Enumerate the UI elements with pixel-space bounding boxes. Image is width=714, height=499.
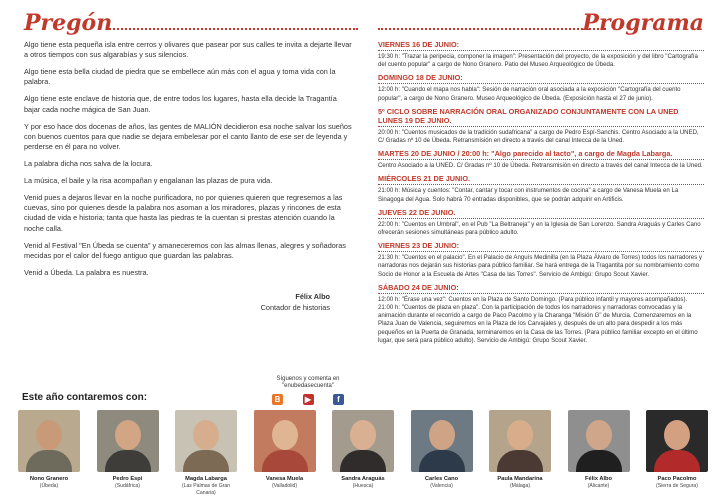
performer-photo [489, 410, 551, 472]
event-date: JUEVES 22 DE JUNIO. [378, 208, 704, 219]
social-text: Síguenos y comenta en "enubedasecuenta" [276, 376, 340, 389]
performer-name: Paula Mandarina [497, 476, 543, 482]
event-item [378, 241, 704, 279]
event-date: VIERNES 16 DE JUNIO: [378, 40, 704, 51]
performer-place: (Sierra de Segura) [656, 483, 698, 489]
social-icons [268, 394, 348, 405]
event-description: Centro Asociado a la UNED. C/ Gradas nº 10 de Úbeda. Retransmisión en directo a través del canal Intecca de la Uned. [378, 162, 703, 170]
performer-photo [18, 410, 80, 472]
pregon-paragraph: Venid pues a dejaros llevar en la noche purificadora, no por quienes quieren que regresemos a las cuevas, sino por quienes desde la palabra nos asoman a los miradores, plazas y rincones de esta ciudad de vida e historia; tanta que hasta las piedras te la cuentan si prestas atención cuando la noche calla. [24, 192, 343, 233]
performer-place: (Úbeda) [39, 483, 59, 489]
event-item [378, 107, 704, 145]
programa-title: Programa [582, 10, 704, 36]
pregon-text [14, 40, 358, 278]
pregon-title: Pregón [24, 10, 113, 36]
facebook-icon[interactable]: f [333, 394, 344, 405]
performer-card [97, 410, 159, 496]
programa-column [378, 10, 704, 349]
performer-card [411, 410, 473, 496]
performer-name: Magda Labarga [185, 476, 227, 482]
social-block [268, 376, 348, 405]
event-description: 12:00 h: "Érase una vez": Cuentos en la Plaza de Santo Domingo. (Para público infantil y mayores acompañados). 21:00 h: "Cuentos de plaza en plaza". Con la participación de todos los narradores y narradoras convocadas y la animación durante el recorrido a cargo de Paco Pacolmo y la Charanga "Misión G" de Murcia. Comenzaremos en la Plaza Juan de Valencia, seguiremos en la Plaza de los Carvajales y, después de un alto para despedir a los más pequeños en la Puerta de Granada, terminaremos en la Casa de las Torres. (Para público familiar excepto en el último lugar, que será para público adulto). Servicio de Ambigú: Grupo Scout Xavier. [378, 295, 698, 344]
performer-card [18, 410, 80, 496]
pregon-paragraph: La música, el baile y la risa acompañan y engalanan las plazas de pura vida. [24, 175, 273, 185]
event-date: MIÉRCOLES 21 DE JUNIO. [378, 174, 704, 185]
event-description: 20:00 h: "Cuentos musicados de la tradición sudafricana" a cargo de Pedro Espí-Sanchis. Centro Asociado a la UNED, C/ Gradas nº 10 de Úbeda. Retransmisión en directo a través del canal Intecca de la Uned. [378, 128, 699, 145]
performer-photo [254, 410, 316, 472]
blogger-icon[interactable]: B [272, 394, 283, 405]
performer-place: (Valencia) [430, 483, 453, 489]
event-description: 19:30 h: "Trazar la peripecia, componer la imagen": Presentación del proyecto, de la exposición y del libro "Cartografía del cuento popular" a cargo de Nono Granero. Patio del Museo Arqueológico de Úbeda. [378, 53, 698, 69]
pregon-paragraph: La palabra dicha nos salva de la locura. [24, 159, 153, 169]
performer-photo [175, 410, 237, 472]
programa-heading [378, 10, 704, 40]
event-description: 12:00 h: "Cuando el mapa nos habla": Sesión de narración oral asociada a la exposición "Cartografía del cuento popular", a cargo de Nono Granero. Museo Arqueológico de Úbeda. (Exposición hasta el 27 de junio). [378, 86, 681, 102]
pregon-paragraph: Algo tiene esta bella ciudad de piedra que se embellece aún más con el agua y toma vida con la palabra. [24, 67, 336, 87]
performer-photo [646, 410, 708, 472]
performer-place: (Huesca) [352, 483, 374, 489]
performer-name: Nono Granero [29, 476, 69, 482]
pregon-paragraph: Venid a Úbeda. La palabra es nuestra. [24, 267, 149, 277]
event-date: 5º CICLO SOBRE NARRACIÓN ORAL ORGANIZADO CONJUNTAMENTE CON LA UNED LUNES 19 DE JUNIO. [378, 107, 704, 127]
event-date: SÁBADO 24 DE JUNIO: [378, 283, 704, 294]
performer-name: Pedro Espi [112, 476, 143, 482]
event-date: DOMINGO 18 DE JUNIO: [378, 73, 704, 84]
signature-role: Contador de historias [260, 302, 330, 312]
event-description: 21:30 h: "Cuentos en el palacio". En el Palacio de Anguís Medinilla (en la Plaza Álvaro de Torres) todos los narradores y narradoras nos dejarán sus historias para público familiar. Se hará entrega de la Tragantita por su nombramiento como Socio de Honor a la Escuela de Artes "Casa de las Torres". Servicio de Ambigú: Grupo Scout Xavier. [378, 254, 702, 278]
event-date: VIERNES 23 DE JUNIO: [378, 241, 704, 252]
pregon-column [14, 10, 358, 313]
performer-name: Carles Cano [424, 476, 459, 482]
performer-name: Vanesa Muela [265, 476, 304, 482]
performer-card [568, 410, 630, 496]
event-date: MARTES 20 DE JUNIO / 20:00 h: "Algo parecido al tacto", a cargo de Magda Labarga. [378, 149, 704, 160]
performers-title: Este año contaremos con: [22, 392, 148, 403]
event-item [378, 149, 704, 170]
pregon-paragraph: Algo tiene esta pequeña isla entre cerros y olivares que pasear por sus calles te invita a dejarte llevar a otros tiempos con sus algarabías y sus silencios. [24, 40, 352, 60]
signature [14, 292, 358, 313]
event-item [378, 208, 704, 237]
event-description: 21:00 h: Música y cuentos: "Contar, cantar y tocar con instrumentos de cocina" a cargo de Vanesa Muela en La Sinagoga del Agua. Solo habrá 70 entradas disponibles, que se podrán adquirir en Artificis. [378, 187, 679, 203]
event-item [378, 40, 704, 69]
performer-card [254, 410, 316, 496]
performer-place: (Sudáfrica) [115, 483, 140, 489]
pregon-paragraph: Y por eso hace dos docenas de años, las gentes de MALIÓN decidieron esa noche salvar los sueños con buenos cuentos para que nadie se dejara embelesar por el canto llanto de ese ser de leyenda y perderse en él para no volver. [24, 121, 352, 152]
performer-photo [411, 410, 473, 472]
performer-place: (Málaga) [509, 483, 531, 489]
performer-card [646, 410, 708, 496]
pregon-paragraph: Algo tiene este enclave de historia que, de entre todos los lugares, hasta ella decide la Tragantía bajar cada noche mágica de San Juan. [24, 94, 337, 114]
performer-place: (Las Palmas de Gran Canaria) [181, 483, 231, 496]
performer-photo [97, 410, 159, 472]
performer-place: (Valladolid) [271, 483, 298, 489]
heading-divider [378, 28, 606, 30]
performer-place: (Alicante) [587, 483, 610, 489]
pregon-heading [14, 10, 358, 40]
event-item [378, 283, 704, 345]
performer-card [175, 410, 237, 496]
performers-row [18, 410, 708, 496]
performer-name: Paco Pacolmo [657, 476, 697, 482]
performer-photo [332, 410, 394, 472]
heading-divider [106, 28, 358, 30]
event-list [378, 40, 704, 345]
performer-name: Sandra Araguás [341, 476, 385, 482]
performer-card [332, 410, 394, 496]
performer-card [489, 410, 551, 496]
pregon-paragraph: Venid al Festival "En Úbeda se cuenta" y amaneceremos con las almas llenas, alegres y soñadoras mecidas por el calor del fuego antiguo que guardan las palabras. [24, 240, 346, 260]
performer-name: Félix Albo [585, 476, 612, 482]
youtube-icon[interactable]: ▶ [303, 394, 314, 405]
event-item [378, 73, 704, 102]
performer-photo [568, 410, 630, 472]
signature-name: Félix Albo [295, 292, 330, 302]
event-item [378, 174, 704, 203]
event-description: 22:00 h: "Cuentos en Umbral", en el Pub "La Beltraneja" y en la Iglesia de San Lorenzo. Sandra Araguás y Carles Cano ofrecerán sesiones simultáneas para público adulto. [378, 220, 701, 237]
